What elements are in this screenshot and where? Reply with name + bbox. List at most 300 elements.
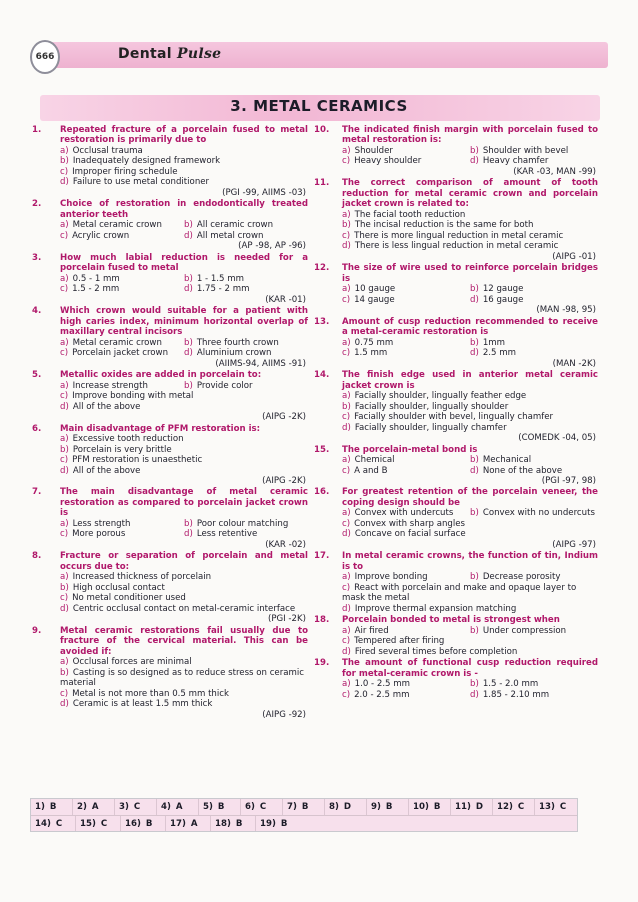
question-block	[30, 424, 308, 487]
options	[342, 391, 598, 433]
answer-letter: D	[343, 802, 352, 812]
answer-option	[60, 391, 308, 401]
options-row	[342, 679, 598, 689]
option-text: Shoulder with bevel	[482, 145, 569, 156]
options	[342, 146, 598, 167]
option-label: d)	[184, 284, 193, 295]
answer-cell	[283, 799, 325, 815]
answer-option	[342, 626, 470, 636]
answer-letter: B	[235, 818, 243, 829]
option-text: 12 gauge	[482, 284, 524, 295]
option-text: 1.5 - 2.0 mm	[482, 679, 539, 690]
question-text: The porcelain-metal bond is	[342, 444, 478, 455]
answer-option	[470, 295, 598, 305]
answer-letter: B	[301, 802, 309, 812]
answer-option	[342, 690, 470, 700]
options-row	[342, 508, 598, 518]
question-source: (MAN -98, 95)	[536, 305, 596, 316]
option-label: b)	[60, 156, 69, 167]
answer-option	[470, 146, 598, 156]
option-label: d)	[60, 401, 69, 412]
left-question-column	[30, 125, 308, 721]
answer-cell	[211, 816, 256, 831]
answer-option	[60, 445, 308, 455]
options	[60, 572, 308, 614]
answer-number: 19)	[260, 818, 276, 829]
question-text: Which crown would suitable for a patient with high caries index, minimum horizontal overlap of maxillary central incisors	[60, 306, 308, 338]
option-label: c)	[342, 636, 351, 647]
answer-option	[60, 455, 308, 465]
answer-letter: C	[559, 802, 567, 812]
option-label: d)	[60, 603, 69, 614]
option-label: c)	[60, 529, 69, 540]
answer-option	[60, 167, 308, 177]
answer-option	[60, 177, 308, 187]
option-text: There is less lingual reduction in metal ceramic	[354, 241, 559, 252]
options-row	[342, 572, 598, 582]
option-text: 1.75 - 2 mm	[196, 284, 250, 295]
answer-letter: D	[475, 802, 484, 812]
options	[342, 626, 598, 657]
question-source: (AIPG -97)	[552, 539, 596, 550]
options-row	[60, 338, 308, 348]
option-label: a)	[60, 273, 69, 284]
answer-option	[60, 699, 308, 709]
answer-letter: A	[190, 818, 198, 829]
option-label: d)	[184, 348, 193, 359]
option-text: 10 gauge	[354, 284, 396, 295]
answer-option	[470, 572, 598, 582]
option-text: Metal is not more than 0.5 mm thick	[72, 688, 229, 699]
answer-option	[470, 348, 598, 358]
option-label: b)	[470, 145, 479, 156]
answer-number: 9)	[371, 802, 381, 812]
options-row	[342, 156, 598, 166]
option-label: c)	[342, 230, 351, 241]
question-text: For greatest retention of the porcelain veneer, the coping design should be	[342, 487, 598, 508]
question-block	[312, 125, 598, 177]
option-label: b)	[184, 337, 193, 348]
options-row	[60, 529, 308, 539]
question-text: Choice of restoration in endodontically treated anterior teeth	[60, 199, 308, 220]
option-label: b)	[342, 401, 351, 412]
options	[342, 284, 598, 305]
options	[342, 679, 598, 700]
question-number: 17.	[314, 551, 330, 562]
option-label: b)	[60, 444, 69, 455]
options-row	[60, 348, 308, 358]
option-label: c)	[342, 582, 351, 593]
question-block	[312, 317, 598, 369]
question-text: Main disadvantage of PFM restoration is:	[60, 423, 261, 434]
option-label: d)	[60, 699, 69, 710]
question-text: The finish edge used in anterior metal ceramic jacket crown is	[342, 370, 598, 391]
question-source: (COMEDK -04, 05)	[518, 433, 596, 444]
answer-option	[60, 529, 184, 539]
option-label: c)	[60, 688, 69, 699]
answer-option	[184, 519, 308, 529]
answer-letter: C	[133, 802, 141, 812]
answer-option	[60, 348, 184, 358]
answer-letter: B	[145, 818, 153, 829]
answer-option	[60, 220, 184, 230]
answer-option	[342, 508, 470, 518]
question-block	[312, 615, 598, 657]
option-text: 2.0 - 2.5 mm	[354, 689, 410, 700]
answer-option	[470, 679, 598, 689]
option-label: a)	[342, 209, 351, 220]
option-text: PFM restoration is unaesthetic	[72, 455, 203, 466]
answer-key-row	[31, 799, 577, 815]
option-label: c)	[342, 412, 351, 423]
answer-option	[342, 412, 598, 422]
option-text: Excessive tooth reduction	[72, 434, 184, 445]
answer-option	[342, 636, 598, 646]
options-row	[60, 274, 308, 284]
option-label: d)	[470, 294, 479, 305]
options-row	[342, 455, 598, 465]
option-label: b)	[184, 273, 193, 284]
answer-option	[342, 231, 598, 241]
option-text: 1.0 - 2.5 mm	[354, 679, 410, 690]
answer-option	[60, 284, 184, 294]
question-source: (AIPG -92)	[262, 709, 306, 720]
answer-option	[184, 284, 308, 294]
option-label: a)	[342, 508, 351, 519]
option-text: Facially shoulder, lingually feather edge	[354, 391, 527, 402]
question-block	[30, 125, 308, 198]
answer-cell	[493, 799, 535, 815]
answer-option	[184, 348, 308, 358]
question-source: (AP -98, AP -96)	[238, 241, 306, 252]
question-number: 16.	[314, 487, 330, 498]
question-number: 18.	[314, 615, 330, 626]
option-label: b)	[470, 572, 479, 583]
answer-option	[184, 231, 308, 241]
options-row	[342, 690, 598, 700]
option-text: Failure to use metal conditioner	[72, 177, 210, 188]
option-text: Fired several times before completion	[354, 646, 518, 657]
question-number: 7.	[32, 487, 42, 498]
answer-number: 8)	[329, 802, 339, 812]
question-block	[312, 487, 598, 550]
answer-number: 5)	[203, 802, 213, 812]
option-text: All of the above	[72, 465, 141, 476]
answer-letter: B	[217, 802, 225, 812]
book-title-suffix: Pulse	[177, 46, 222, 62]
option-text: Centric occlusal contact on metal-ceramic interface	[72, 603, 296, 614]
question-text: Metallic oxides are added in porcelain to:	[60, 370, 262, 381]
option-text: 1.85 - 2.10 mm	[482, 689, 550, 700]
option-label: a)	[342, 679, 351, 690]
option-text: Acrylic crown	[72, 230, 130, 241]
book-title	[118, 46, 221, 62]
option-label: d)	[342, 241, 351, 252]
answer-letter: C	[259, 802, 267, 812]
option-text: Convex with undercuts	[354, 508, 454, 519]
answer-number: 14)	[35, 818, 51, 829]
option-label: c)	[60, 348, 69, 359]
option-label: a)	[342, 337, 351, 348]
answer-cell	[199, 799, 241, 815]
option-label: d)	[342, 603, 351, 614]
question-number: 10.	[314, 125, 330, 135]
answer-cell	[31, 816, 76, 831]
option-text: Occlusal trauma	[72, 145, 143, 156]
option-label: a)	[342, 284, 351, 295]
option-label: b)	[470, 625, 479, 636]
option-label: b)	[470, 455, 479, 466]
option-text: Heavy chamfer	[482, 156, 549, 167]
option-label: d)	[470, 348, 479, 359]
answer-option	[342, 455, 470, 465]
answer-option	[342, 241, 598, 251]
option-label: c)	[342, 465, 351, 476]
answer-option	[342, 156, 470, 166]
options-row	[60, 519, 308, 529]
answer-option	[342, 220, 598, 230]
option-text: Metal ceramic crown	[72, 220, 162, 231]
answer-number: 12)	[497, 802, 513, 812]
answer-option	[60, 466, 308, 476]
option-text: Heavy shoulder	[354, 156, 422, 167]
question-source: (KAR -03, MAN -99)	[513, 166, 596, 177]
answer-cell	[451, 799, 493, 815]
answer-letter: C	[100, 818, 108, 829]
answer-letter: B	[49, 802, 57, 812]
question-source: (PGI -97, 98)	[541, 475, 596, 486]
option-label: a)	[342, 391, 351, 402]
option-text: High occlusal contact	[72, 582, 165, 593]
option-text: Shoulder	[354, 145, 393, 156]
option-label: a)	[342, 572, 351, 583]
answer-option	[60, 381, 184, 391]
options	[60, 146, 308, 188]
answer-cell	[325, 799, 367, 815]
options-row	[60, 284, 308, 294]
question-block	[312, 445, 598, 487]
answer-number: 1)	[35, 802, 45, 812]
option-text: Tempered after firing	[354, 636, 445, 647]
option-label: b)	[470, 284, 479, 295]
answer-option	[342, 529, 598, 539]
option-text: Inadequately designed framework	[72, 156, 221, 167]
answer-option	[342, 402, 598, 412]
answer-option	[184, 220, 308, 230]
answer-cell	[166, 816, 211, 831]
question-number: 9.	[32, 625, 42, 636]
answer-option	[342, 210, 598, 220]
option-label: d)	[342, 422, 351, 433]
question-text: How much labial reduction is needed for a porcelain fused to metal	[60, 252, 308, 274]
question-text: The size of wire used to reinforce porcelain bridges is	[342, 263, 598, 284]
answer-option	[470, 156, 598, 166]
answer-option	[60, 402, 308, 412]
options-row	[60, 220, 308, 230]
option-label: a)	[60, 145, 69, 156]
option-text: Increase strength	[72, 380, 148, 391]
answer-option	[60, 689, 308, 699]
option-text: Increased thickness of porcelain	[72, 572, 212, 583]
answer-letter: B	[433, 802, 441, 812]
answer-option	[342, 519, 598, 529]
question-source: (KAR -01)	[265, 294, 306, 305]
option-text: 1mm	[482, 337, 506, 348]
option-text: Aluminium crown	[196, 348, 272, 359]
question-number: 8.	[32, 551, 42, 562]
options	[60, 274, 308, 295]
answer-option	[60, 604, 308, 614]
option-label: b)	[184, 220, 193, 231]
answer-option	[470, 338, 598, 348]
option-text: Facially shoulder, lingually shoulder	[354, 401, 509, 412]
answer-option	[342, 338, 470, 348]
option-label: c)	[342, 689, 351, 700]
answer-cell	[157, 799, 199, 815]
option-label: d)	[184, 529, 193, 540]
options-row	[342, 626, 598, 636]
question-text: Fracture or separation of porcelain and metal occurs due to:	[60, 551, 308, 572]
question-text: The correct comparison of amount of tooth reduction for metal ceramic crown and porcelain jacket crown is related to:	[342, 178, 598, 210]
question-number: 19.	[314, 658, 330, 669]
answer-number: 15)	[80, 818, 96, 829]
question-number: 13.	[314, 316, 330, 327]
answer-number: 2)	[77, 802, 87, 812]
answer-number: 6)	[245, 802, 255, 812]
question-block	[30, 306, 308, 369]
option-label: a)	[60, 572, 69, 583]
answer-number: 11)	[455, 802, 471, 812]
answer-option	[60, 668, 308, 689]
option-label: c)	[60, 284, 69, 295]
option-text: Less strength	[72, 518, 131, 529]
option-text: Chemical	[354, 455, 395, 466]
option-label: a)	[60, 337, 69, 348]
answer-number: 4)	[161, 802, 171, 812]
options	[60, 519, 308, 540]
answer-letter: A	[91, 802, 99, 812]
question-block	[312, 370, 598, 443]
option-text: Less retentive	[196, 529, 258, 540]
option-label: b)	[342, 220, 351, 231]
option-label: d)	[60, 465, 69, 476]
option-text: 14 gauge	[354, 294, 395, 305]
option-label: c)	[60, 391, 69, 402]
options	[60, 381, 308, 412]
option-text: A and B	[354, 465, 388, 476]
question-text: Metal ceramic restorations fail usually due to fracture of the cervical material. This can be avoided if:	[60, 625, 308, 657]
option-text: Occlusal forces are minimal	[72, 657, 192, 668]
option-text: 1.5 - 2 mm	[72, 284, 120, 295]
option-text: 16 gauge	[482, 294, 524, 305]
options-row	[342, 284, 598, 294]
option-label: b)	[470, 337, 479, 348]
answer-cell	[121, 816, 166, 831]
answer-option	[60, 583, 308, 593]
question-number: 4.	[32, 306, 42, 317]
answer-option	[470, 626, 598, 636]
answer-option	[470, 455, 598, 465]
option-label: a)	[60, 518, 69, 529]
answer-letter: A	[175, 802, 183, 812]
answer-option	[342, 572, 470, 582]
option-text: Improve bonding with metal	[72, 391, 194, 402]
options	[342, 508, 598, 539]
answer-option	[342, 647, 598, 657]
answer-cell	[31, 799, 73, 815]
answer-option	[60, 146, 308, 156]
option-text: The facial tooth reduction	[354, 209, 466, 220]
question-block	[30, 253, 308, 305]
answer-option	[342, 348, 470, 358]
question-text: The amount of functional cusp reduction required for metal-ceramic crown is -	[342, 658, 598, 679]
options-row	[342, 146, 598, 156]
answer-number: 3)	[119, 802, 129, 812]
answer-option	[470, 508, 598, 518]
question-source: (PGI -99, AIIMS -03)	[222, 187, 306, 198]
option-label: a)	[60, 657, 69, 668]
question-number: 12.	[314, 263, 330, 274]
book-title-prefix: Dental	[118, 46, 172, 62]
option-label: b)	[184, 518, 193, 529]
option-label: c)	[60, 593, 69, 604]
option-text: There is more lingual reduction in metal ceramic	[354, 230, 564, 241]
answer-letter: B	[385, 802, 393, 812]
option-text: Poor colour matching	[196, 518, 289, 529]
question-text: The main disadvantage of metal ceramic restoration as compared to porcelain jacket crown is	[60, 487, 308, 519]
option-label: b)	[60, 582, 69, 593]
answer-option	[60, 231, 184, 241]
question-text: Porcelain bonded to metal is strongest when	[342, 615, 560, 626]
option-text: Casting is so designed as to reduce stress on ceramic material	[60, 667, 305, 689]
answer-key	[30, 798, 578, 832]
answer-key-row	[31, 815, 577, 831]
question-block	[30, 487, 308, 550]
option-label: a)	[342, 455, 351, 466]
options	[60, 434, 308, 476]
answer-option	[342, 295, 470, 305]
answer-cell	[256, 816, 301, 831]
answer-number: 7)	[287, 802, 297, 812]
answer-option	[342, 679, 470, 689]
answer-option	[60, 593, 308, 603]
answer-option	[184, 529, 308, 539]
option-text: The incisal reduction is the same for both	[354, 220, 534, 231]
answer-option	[470, 690, 598, 700]
option-label: d)	[342, 529, 351, 540]
question-source: (AIPG -2K)	[262, 475, 306, 486]
answer-option	[60, 519, 184, 529]
option-text: Concave on facial surface	[354, 529, 466, 540]
answer-cell	[241, 799, 283, 815]
answer-option	[342, 423, 598, 433]
question-block	[312, 551, 598, 614]
option-text: 2.5 mm	[482, 348, 516, 359]
question-source: (AIPG -2K)	[262, 412, 306, 423]
question-number: 14.	[314, 370, 330, 381]
option-label: a)	[60, 220, 69, 231]
options	[60, 220, 308, 241]
answer-letter: B	[280, 818, 288, 829]
option-text: 1.5 mm	[354, 348, 388, 359]
question-source: (AIIMS-94, AIIMS -91)	[215, 358, 306, 369]
answer-option	[342, 466, 470, 476]
answer-option	[60, 338, 184, 348]
option-text: All of the above	[72, 401, 141, 412]
option-text: None of the above	[482, 465, 563, 476]
answer-number: 13)	[539, 802, 555, 812]
question-source: (AIPG -01)	[552, 251, 596, 262]
